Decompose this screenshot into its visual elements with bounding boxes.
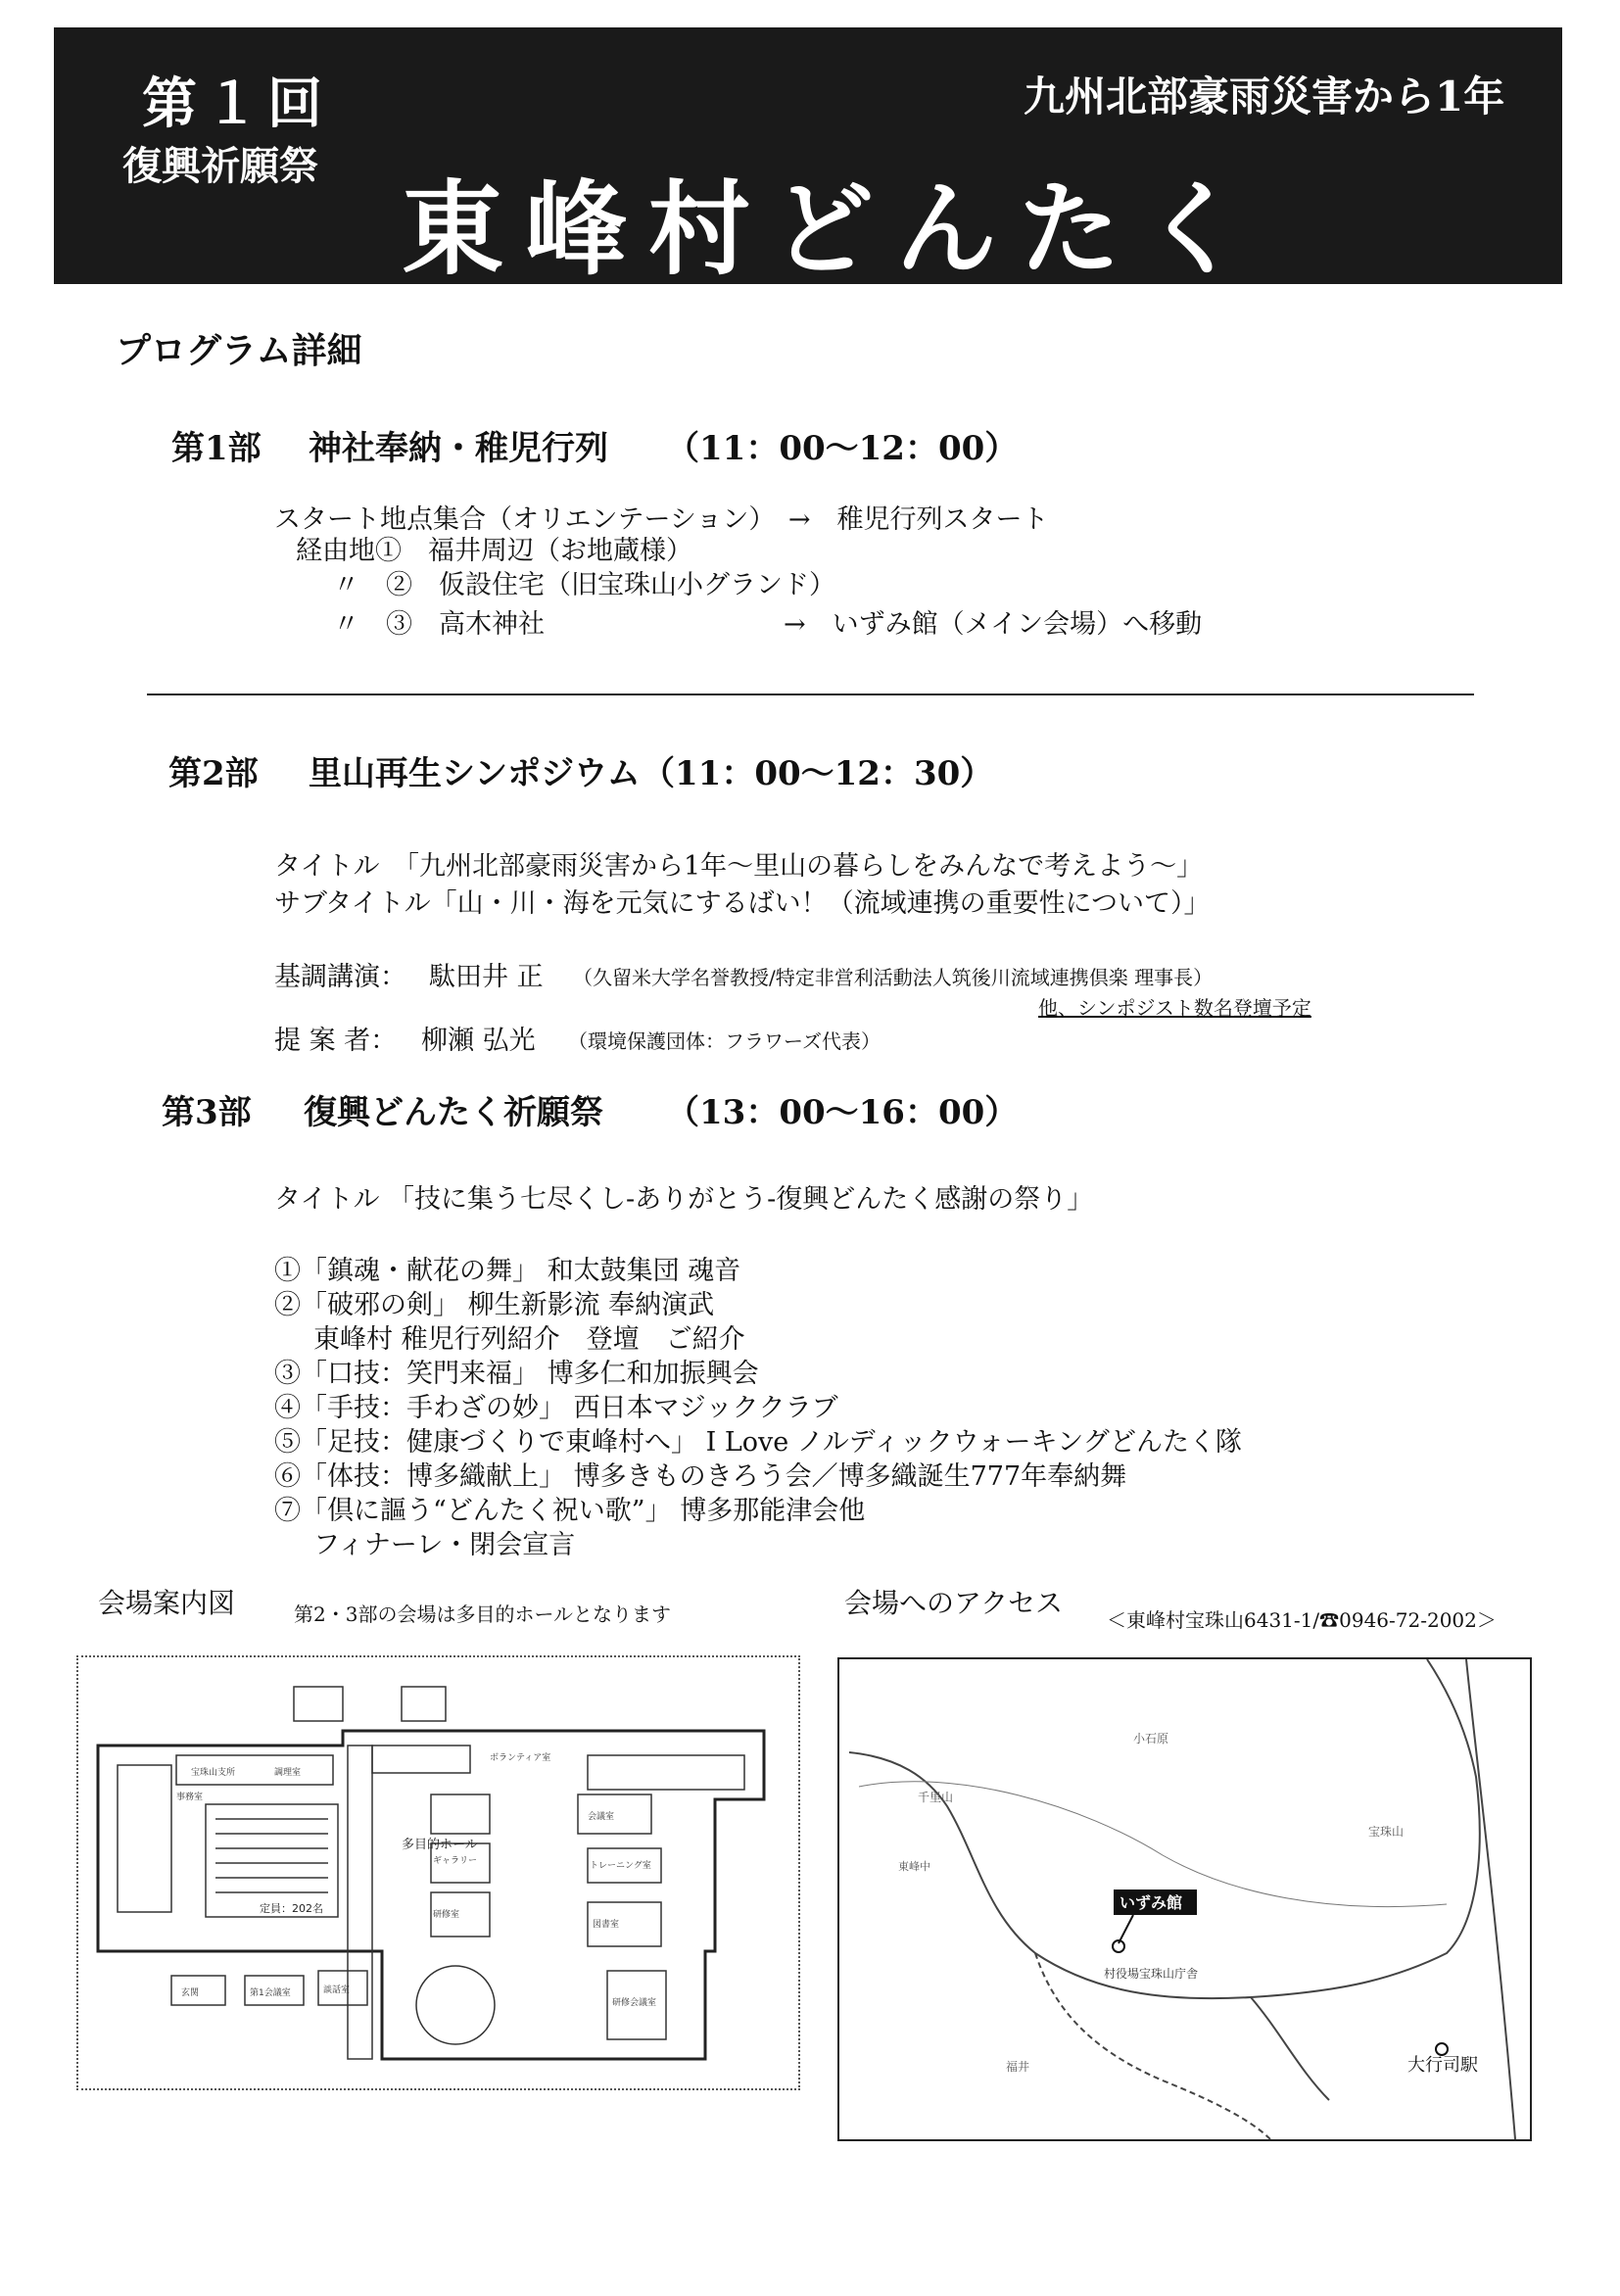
part1-name: 神社奉納・稚児行列 xyxy=(309,429,608,468)
keynote-name: 駄田井 正 xyxy=(429,962,544,992)
part3-title-line: タイトル 「技に集う七尽くし-ありがとう-復興どんたく感謝の祭り」 xyxy=(274,1184,1094,1215)
part3-label: 第3部 xyxy=(162,1093,252,1132)
part2-subtitle-line: サブタイトル「山・川・海を元気にするばい！（流域連携の重要性について）」 xyxy=(274,888,1211,919)
part1-line: → いずみ館（メイン会場）へ移動 xyxy=(784,609,1203,640)
part3-time: （13：00～16：00） xyxy=(666,1093,1019,1132)
access-map-frame xyxy=(837,1657,1532,2141)
program-item: ④「手技：手わざの妙」 西日本マジッククラブ xyxy=(274,1393,838,1423)
map-label-fukui: 福井 xyxy=(1006,2060,1030,2074)
floor-plan xyxy=(78,1657,798,2088)
venue-heading: 会場案内図 xyxy=(98,1587,236,1619)
edition-label: 第１回 xyxy=(142,72,330,136)
keynote-affiliation: （久留米大学名誉教授/特定非営利活動法人筑後川流域連携倶楽 理事長） xyxy=(573,966,1214,989)
festival-subtitle: 復興祈願祭 xyxy=(122,143,318,189)
program-item: フィナーレ・閉会宣言 xyxy=(313,1530,576,1560)
part2-name: 里山再生シンポジウム xyxy=(309,754,641,793)
floor-plan-frame xyxy=(76,1655,800,2090)
map-label-hoshuyama: 宝珠山 xyxy=(1368,1825,1405,1839)
section-divider xyxy=(147,694,1474,695)
program-heading: プログラム詳細 xyxy=(116,330,362,371)
part1-line: スタート地点集合（オリエンテーション） → 稚児行列スタート xyxy=(274,504,1049,535)
part1-label: 第1部 xyxy=(171,429,262,468)
room-label: ボランティア室 xyxy=(490,1753,551,1763)
room-label: 事務室 xyxy=(176,1793,204,1802)
part1-line: 〃 ③ 高木神社 xyxy=(333,609,545,640)
map-label-north: 小石原 xyxy=(1133,1732,1169,1746)
map-label-station: 大行司駅 xyxy=(1407,2055,1478,2076)
others-note: 他、シンポジスト数名登壇予定 xyxy=(1038,996,1311,1020)
part2-title-line: タイトル 「九州北部豪雨災害から1年～里山の暮らしをみんなで考えよう～」 xyxy=(274,851,1204,882)
program-item: ⑤「足技：健康づくりで東峰村へ」 I Love ノルディックウォーキングどんたく隊 xyxy=(274,1427,1242,1458)
program-item: ③「口技：笑門来福」 博多仁和加振興会 xyxy=(274,1359,759,1389)
program-item: 東峰村 稚児行列紹介 登壇 ご紹介 xyxy=(313,1324,745,1355)
map-label-izumi: いずみ館 xyxy=(1120,1893,1183,1912)
room-label: ギャラリー xyxy=(433,1856,478,1866)
proposer-label: 提 案 者： xyxy=(274,1026,398,1056)
map-label-senbu: 千里山 xyxy=(918,1791,954,1804)
hall-capacity: 定員：202名 xyxy=(260,1902,323,1915)
room-label: 第1会議室 xyxy=(250,1988,291,1998)
part2-label: 第2部 xyxy=(168,754,259,793)
part1-time: （11：00～12：00） xyxy=(666,429,1019,468)
room-label: 宝珠山支所 xyxy=(191,1768,236,1778)
access-heading: 会場へのアクセス xyxy=(844,1587,1064,1619)
part3-name: 復興どんたく祈願祭 xyxy=(304,1093,603,1132)
program-item: ①「鎮魂・献花の舞」 和太鼓集団 魂音 xyxy=(274,1256,741,1286)
part2-time: （11：00～12：30） xyxy=(642,754,994,793)
room-label: 研修会議室 xyxy=(612,1998,657,2008)
map-label-office: 村役場宝珠山庁舎 xyxy=(1104,1967,1199,1981)
station-icon xyxy=(1436,2043,1448,2055)
hall-label: 多目的ホール xyxy=(402,1838,478,1852)
anniversary-label: 九州北部豪雨災害から1年 xyxy=(1024,72,1505,120)
room-label: 研修室 xyxy=(433,1910,460,1920)
program-item: ⑦「倶に謳う“どんたく祝い歌”」 博多那能津会他 xyxy=(274,1496,866,1526)
program-item: ②「破邪の剣」 柳生新影流 奉納演武 xyxy=(274,1290,715,1320)
room-label: 会議室 xyxy=(588,1812,615,1822)
access-address: ＜東峰村宝珠山6431-1/☎0946-72-2002＞ xyxy=(1107,1608,1497,1632)
event-title: 東峰村どんたく xyxy=(402,168,1266,289)
program-item: ⑥「体技：博多織献上」 博多きものきろう会／博多織誕生777年奉納舞 xyxy=(274,1461,1127,1492)
proposer-affiliation: （環境保護団体：フラワーズ代表） xyxy=(568,1029,881,1053)
venue-note: 第2・3部の会場は多目的ホールとなります xyxy=(294,1602,672,1626)
room-label: 玄関 xyxy=(181,1988,200,1998)
part1-line: 〃 ② 仮設住宅（旧宝珠山小グランド） xyxy=(333,570,835,600)
keynote-label: 基調講演： xyxy=(274,962,406,992)
part1-line: 経由地① 福井周辺（お地蔵様） xyxy=(296,536,692,566)
room-label: 図書室 xyxy=(593,1920,620,1930)
room-label: トレーニング室 xyxy=(590,1861,651,1871)
room-label: 談話室 xyxy=(323,1985,351,1995)
proposer-name: 柳瀬 弘光 xyxy=(421,1026,536,1056)
map-label-school: 東峰中 xyxy=(898,1860,930,1873)
access-map xyxy=(839,1659,1530,2139)
room-label: 調理室 xyxy=(274,1768,302,1778)
